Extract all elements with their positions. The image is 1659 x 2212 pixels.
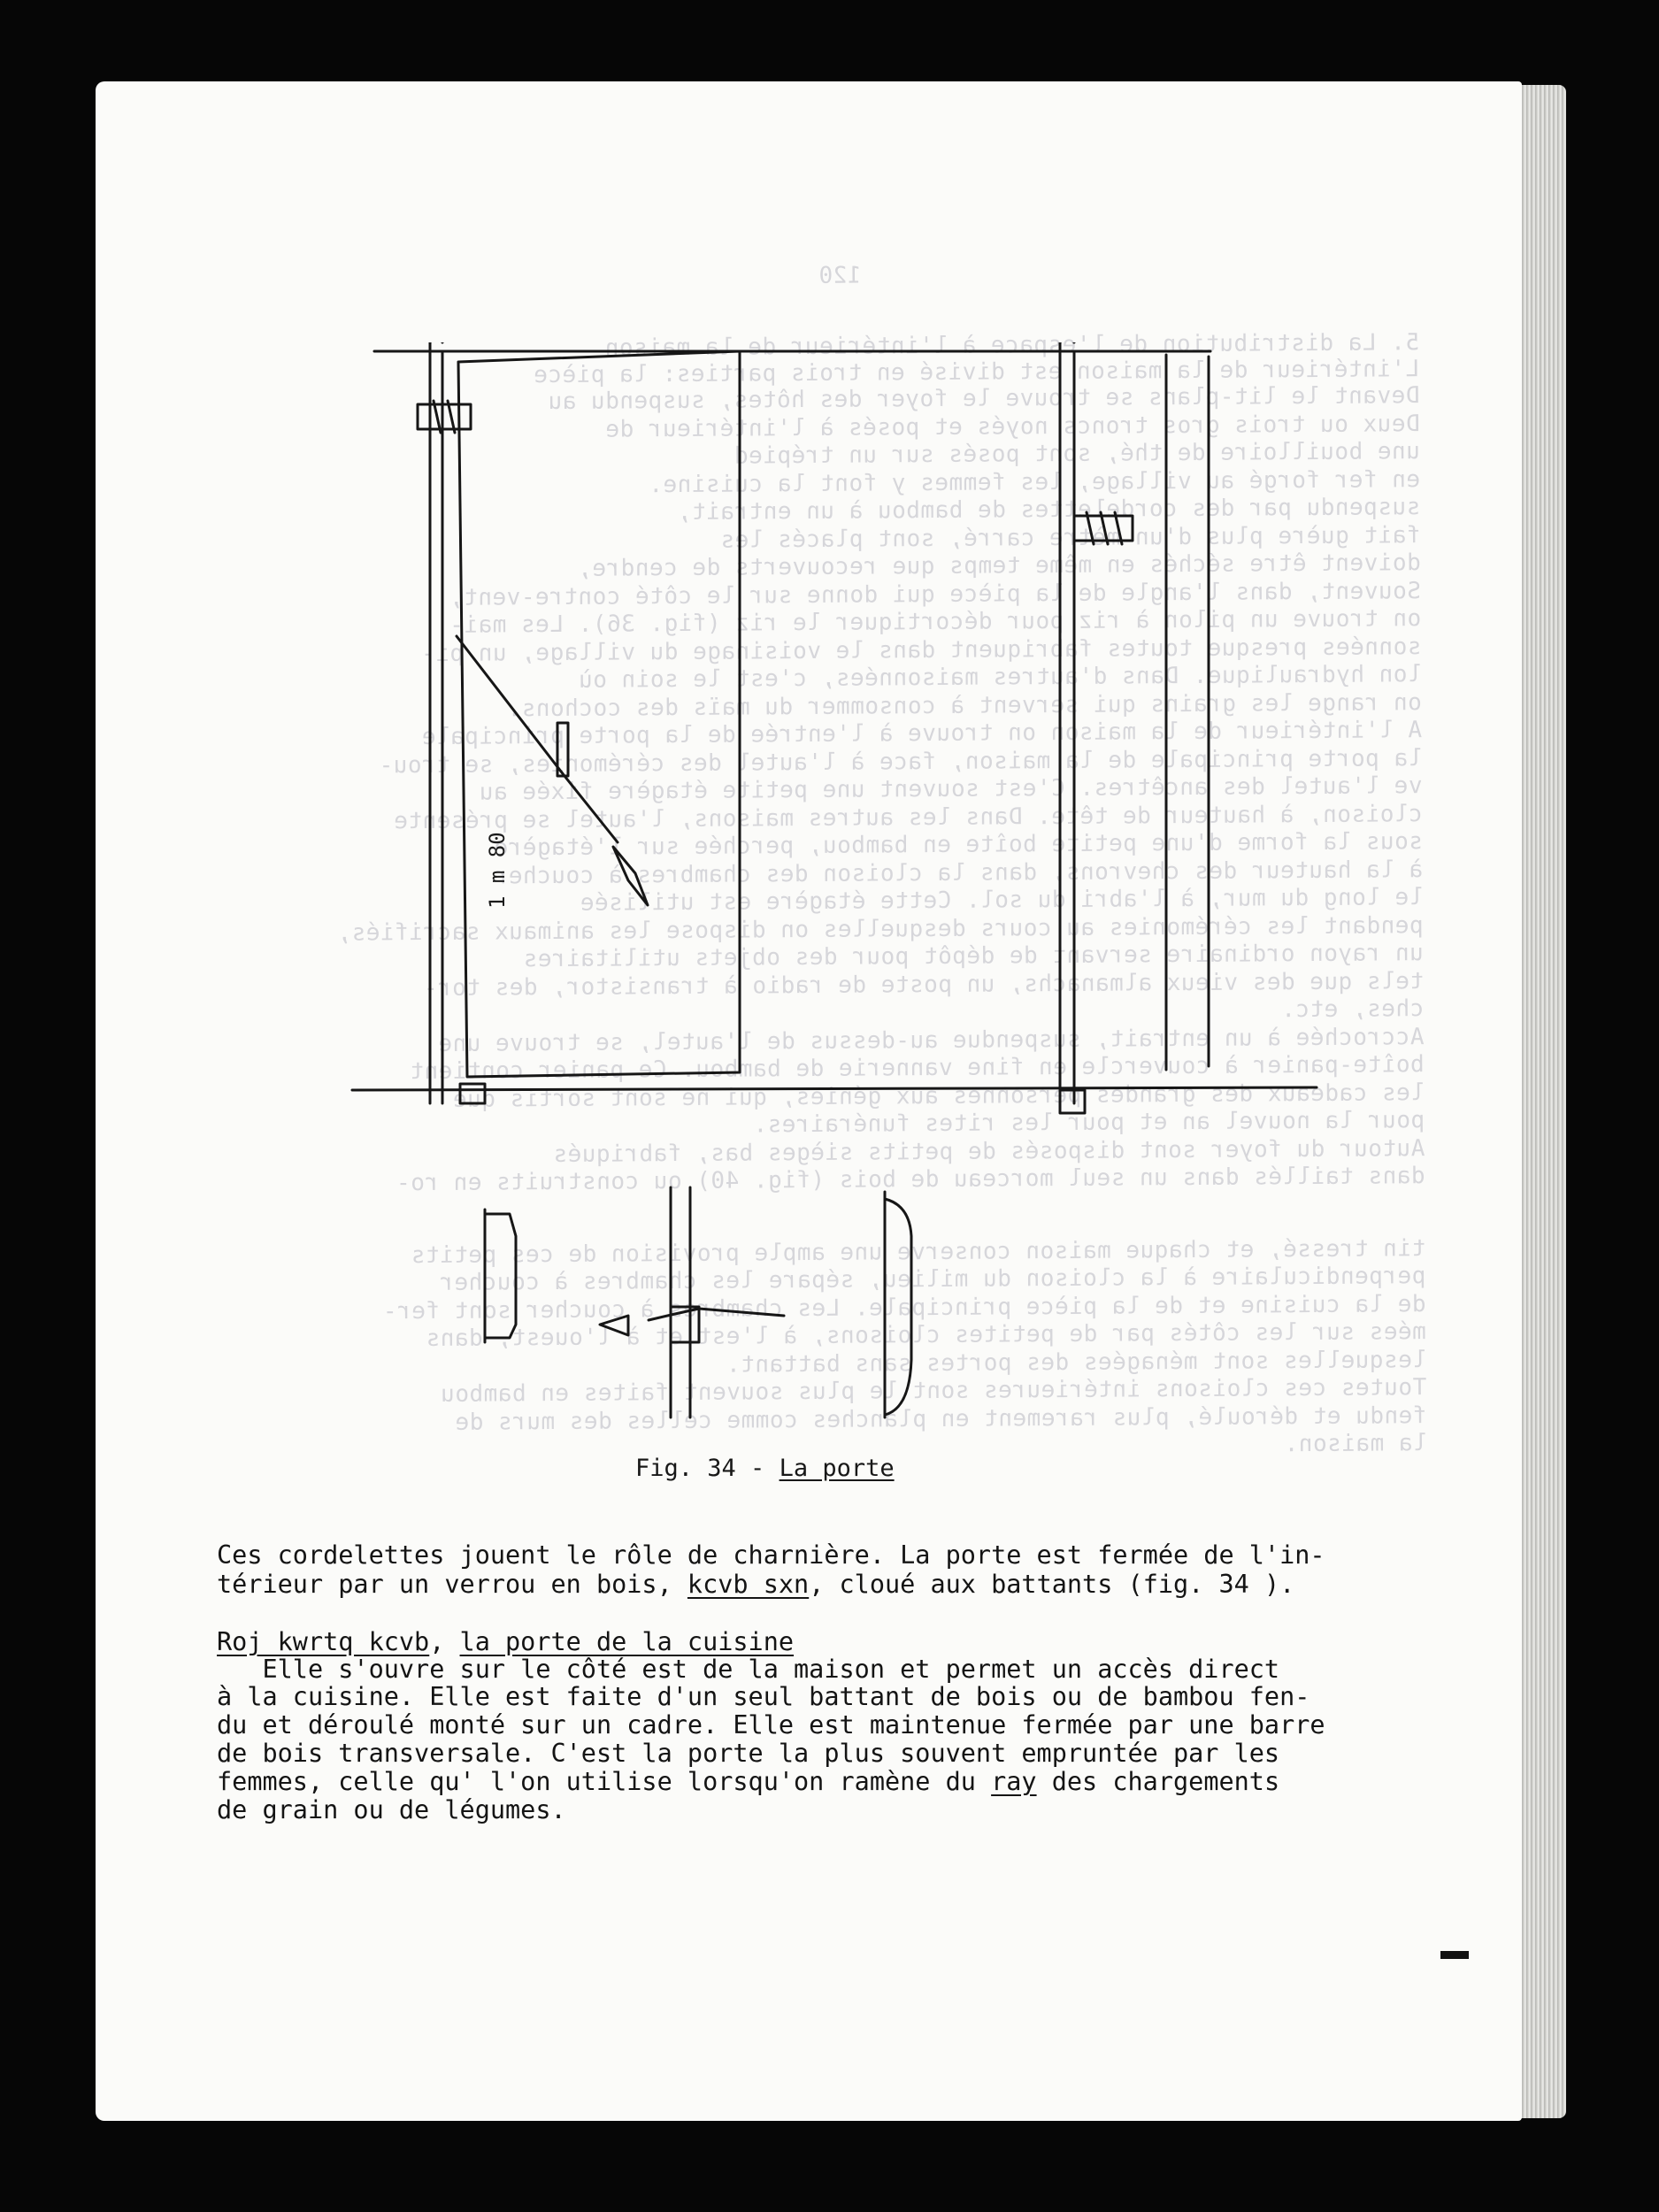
right-post-foot (1060, 1090, 1085, 1113)
section-heading-title: la porte de la cuisine (459, 1627, 795, 1656)
height-label: 1 m 80 (485, 832, 510, 909)
section-heading-sep: , (429, 1627, 460, 1656)
ghost-line: tin tressé, et chaque maison conserve une ample provision de ces petits (411, 1234, 1426, 1269)
book-page (96, 81, 1522, 2121)
ghost-line: tels que des vieux almanachs, un poste de radio à transistor, des tor- (423, 967, 1425, 1002)
ghost-line: L'intérieur de la maison est divisé en trois parties: la pièce (533, 356, 1420, 389)
latch-detail-left (485, 1210, 516, 1342)
ghost-line: de la cuisine et de la pièce principale. Les chambres à coucher sont fer- (382, 1290, 1426, 1325)
figure-caption (635, 1455, 895, 1482)
paragraph-2-line-5-start: femmes, celle qu' l'on utilise lorsqu'on ramène du (217, 1767, 992, 1796)
ghost-line: le long du mur, à l'abri du sol. Cette étagère est utilisée (580, 884, 1424, 917)
right-hinge (1074, 512, 1133, 544)
ghost-line: boîte-panier à couvercle en fine vannerie de bambou. Ce panier contient (409, 1051, 1425, 1086)
left-post (430, 342, 442, 1103)
ghost-line: on trouve un pilon à riz pour décortiquer le riz (fig. 36). Les mai- (449, 605, 1422, 639)
ghost-line: un rayon ordinaire servant de dépôt pour des objets utilitaires (523, 940, 1424, 973)
latch-detail-right (885, 1192, 911, 1417)
caption-prefix: Fig. 34 - (635, 1455, 780, 1482)
section-heading (217, 1628, 794, 1655)
paragraph-1-line-2-start: térieur par un verrou en bois, (217, 1570, 687, 1599)
ghost-line: dans taillés dans un seul morceau de bois (fig. 40) ou construits en ro- (396, 1163, 1425, 1197)
ghost-line: lon hydraulique. Dans d'autres maisonnées, c'est le soin où (578, 661, 1422, 694)
ghost-line: fait guère plus d'un mètre carré, sont placés les (719, 521, 1421, 554)
cord-line (457, 636, 618, 842)
ghost-line: perpendiculaire à la cloison du milieu, sépare les chambres à coucher (439, 1263, 1426, 1296)
ghost-line: A l'intérieur de la maison on trouve à l'entrée de la porte principale (421, 717, 1423, 751)
ghost-line: Devant le lit-plans se trouve le foyer des hôtes, suspendu au (548, 382, 1420, 416)
door-figure (299, 342, 1325, 1431)
ghost-line: fendu et déroulé, plus rarement en planches comme celles des murs de (454, 1402, 1427, 1436)
ghost-line: une bouilloire de thé, sont posés sur un trépied (733, 438, 1420, 470)
paragraph-2-line-3: du et déroulé monté sur un cadre. Elle est maintenue fermée par une barre (217, 1710, 1325, 1740)
ghost-line: la porte principale de la maison, face à l'autel des cérémonies, se trou- (379, 744, 1423, 779)
ghost-line: mées sur les côtés par de petites cloisons, à l'est et à l'ouest, dans (426, 1318, 1426, 1353)
paragraph-2-line-5-end: des chargements (1036, 1767, 1280, 1796)
paragraph-2-line-2: à la cuisine. Elle est faite d'un seul battant de bois ou de bambou fen- (217, 1682, 1310, 1711)
ghost-line: la maison. (1284, 1430, 1427, 1458)
paragraph-2-line-1: Elle s'ouvre sur le côté est de la maison et permet un accès direct (217, 1655, 1280, 1684)
ghost-line: pendant les cérémonies au cours desquelles on dispose les animaux sacrifiés, (336, 911, 1424, 947)
paragraph-1-line-2 (217, 1571, 1294, 1598)
ghost-line: Souvent, dans l'angle de la pièce qui donne sur le côté contre-vent, (449, 577, 1422, 611)
right-post (1060, 342, 1074, 1103)
ghost-line: sonnées presque toutes fabriquent dans le voisinage du village, un pi- (420, 633, 1422, 667)
paragraph-2-line-5 (217, 1768, 1279, 1795)
ghost-line: 5. La distribution de l'espace à l'intérieur de la maison (604, 329, 1420, 362)
ghost-line: on range les grains qui servent à consommer du maïs des cochons. (506, 688, 1422, 722)
ghost-line: ches, etc. (1280, 995, 1425, 1024)
paragraph-1-line-1: Ces cordelettes jouent le rôle de charnière. La porte est fermée de l'in- (217, 1540, 1325, 1570)
ghost-line: Autour du foyer sont disposés de petits sièges bas, fabriqués (552, 1134, 1425, 1168)
ghost-line: les cadeaux des grandes personnes aux génies, qui ne sont sortis que (452, 1079, 1425, 1113)
page-edges (1515, 85, 1566, 2118)
paragraph-2-line-6: de grain ou de légumes. (217, 1795, 566, 1824)
ghost-line: Accrochée à un entrait, suspendue au-dessus de l'autel, se trouve une (437, 1023, 1425, 1057)
latch-handle (613, 847, 648, 905)
ghost-line: Toutes ces cloisons intérieures sont le plus souvent faites en bambou (440, 1374, 1427, 1408)
left-door-leaf (458, 351, 740, 1077)
ghost-page-number: 120 (818, 262, 862, 289)
ground-line (352, 1087, 1317, 1090)
bolt-term: kcvb sxn (687, 1570, 810, 1599)
ghost-line: suspendu par des cordelettes de bambou à un entrait, (677, 494, 1421, 526)
paragraph-2-line-4: de bois transversale. C'est la porte la plus souvent empruntée par les (217, 1739, 1280, 1768)
ghost-line: Deux ou trois gros troncs noyés et posés à l'intérieur de (604, 410, 1420, 443)
left-hinge-bottom (460, 1084, 485, 1103)
right-door-leaf (1166, 355, 1209, 1070)
ghost-line: doivent être séchés en même temps que recouverts de cendre, (577, 549, 1421, 582)
paragraph-1-line-2-end: , cloué aux battants (fig. 34 ). (809, 1570, 1295, 1599)
ghost-line: ve l'autel des ancêtres. C'est souvent une petite étagère fixée au (479, 772, 1423, 806)
caption-title: La porte (779, 1455, 895, 1482)
latch-detail-pin (649, 1187, 784, 1417)
ghost-line: en fer forgé au village, les femmes y font la cuisine. (648, 465, 1421, 498)
ghost-line: sous la forme d'une petite boîte en bambou, perchée sur l'étagère (493, 828, 1424, 862)
ghost-line: lesquelles sont ménagées des portes sans battant. (726, 1346, 1427, 1379)
section-heading-term: Roj kwrtq kcvb (217, 1627, 430, 1656)
left-hinge-top (418, 401, 471, 433)
field-term: ray (991, 1767, 1037, 1796)
page-tab-marker (1440, 1951, 1469, 1959)
ghost-line: à la hauteur des chevrons, dans la cloison des chambres à coucher (494, 856, 1424, 889)
ghost-line: cloison, à hauteur de tête. Dans les autres maisons, l'autel se présente (393, 800, 1423, 834)
ghost-line: pour la nouvel an et pour les rites funéraires. (752, 1107, 1425, 1139)
